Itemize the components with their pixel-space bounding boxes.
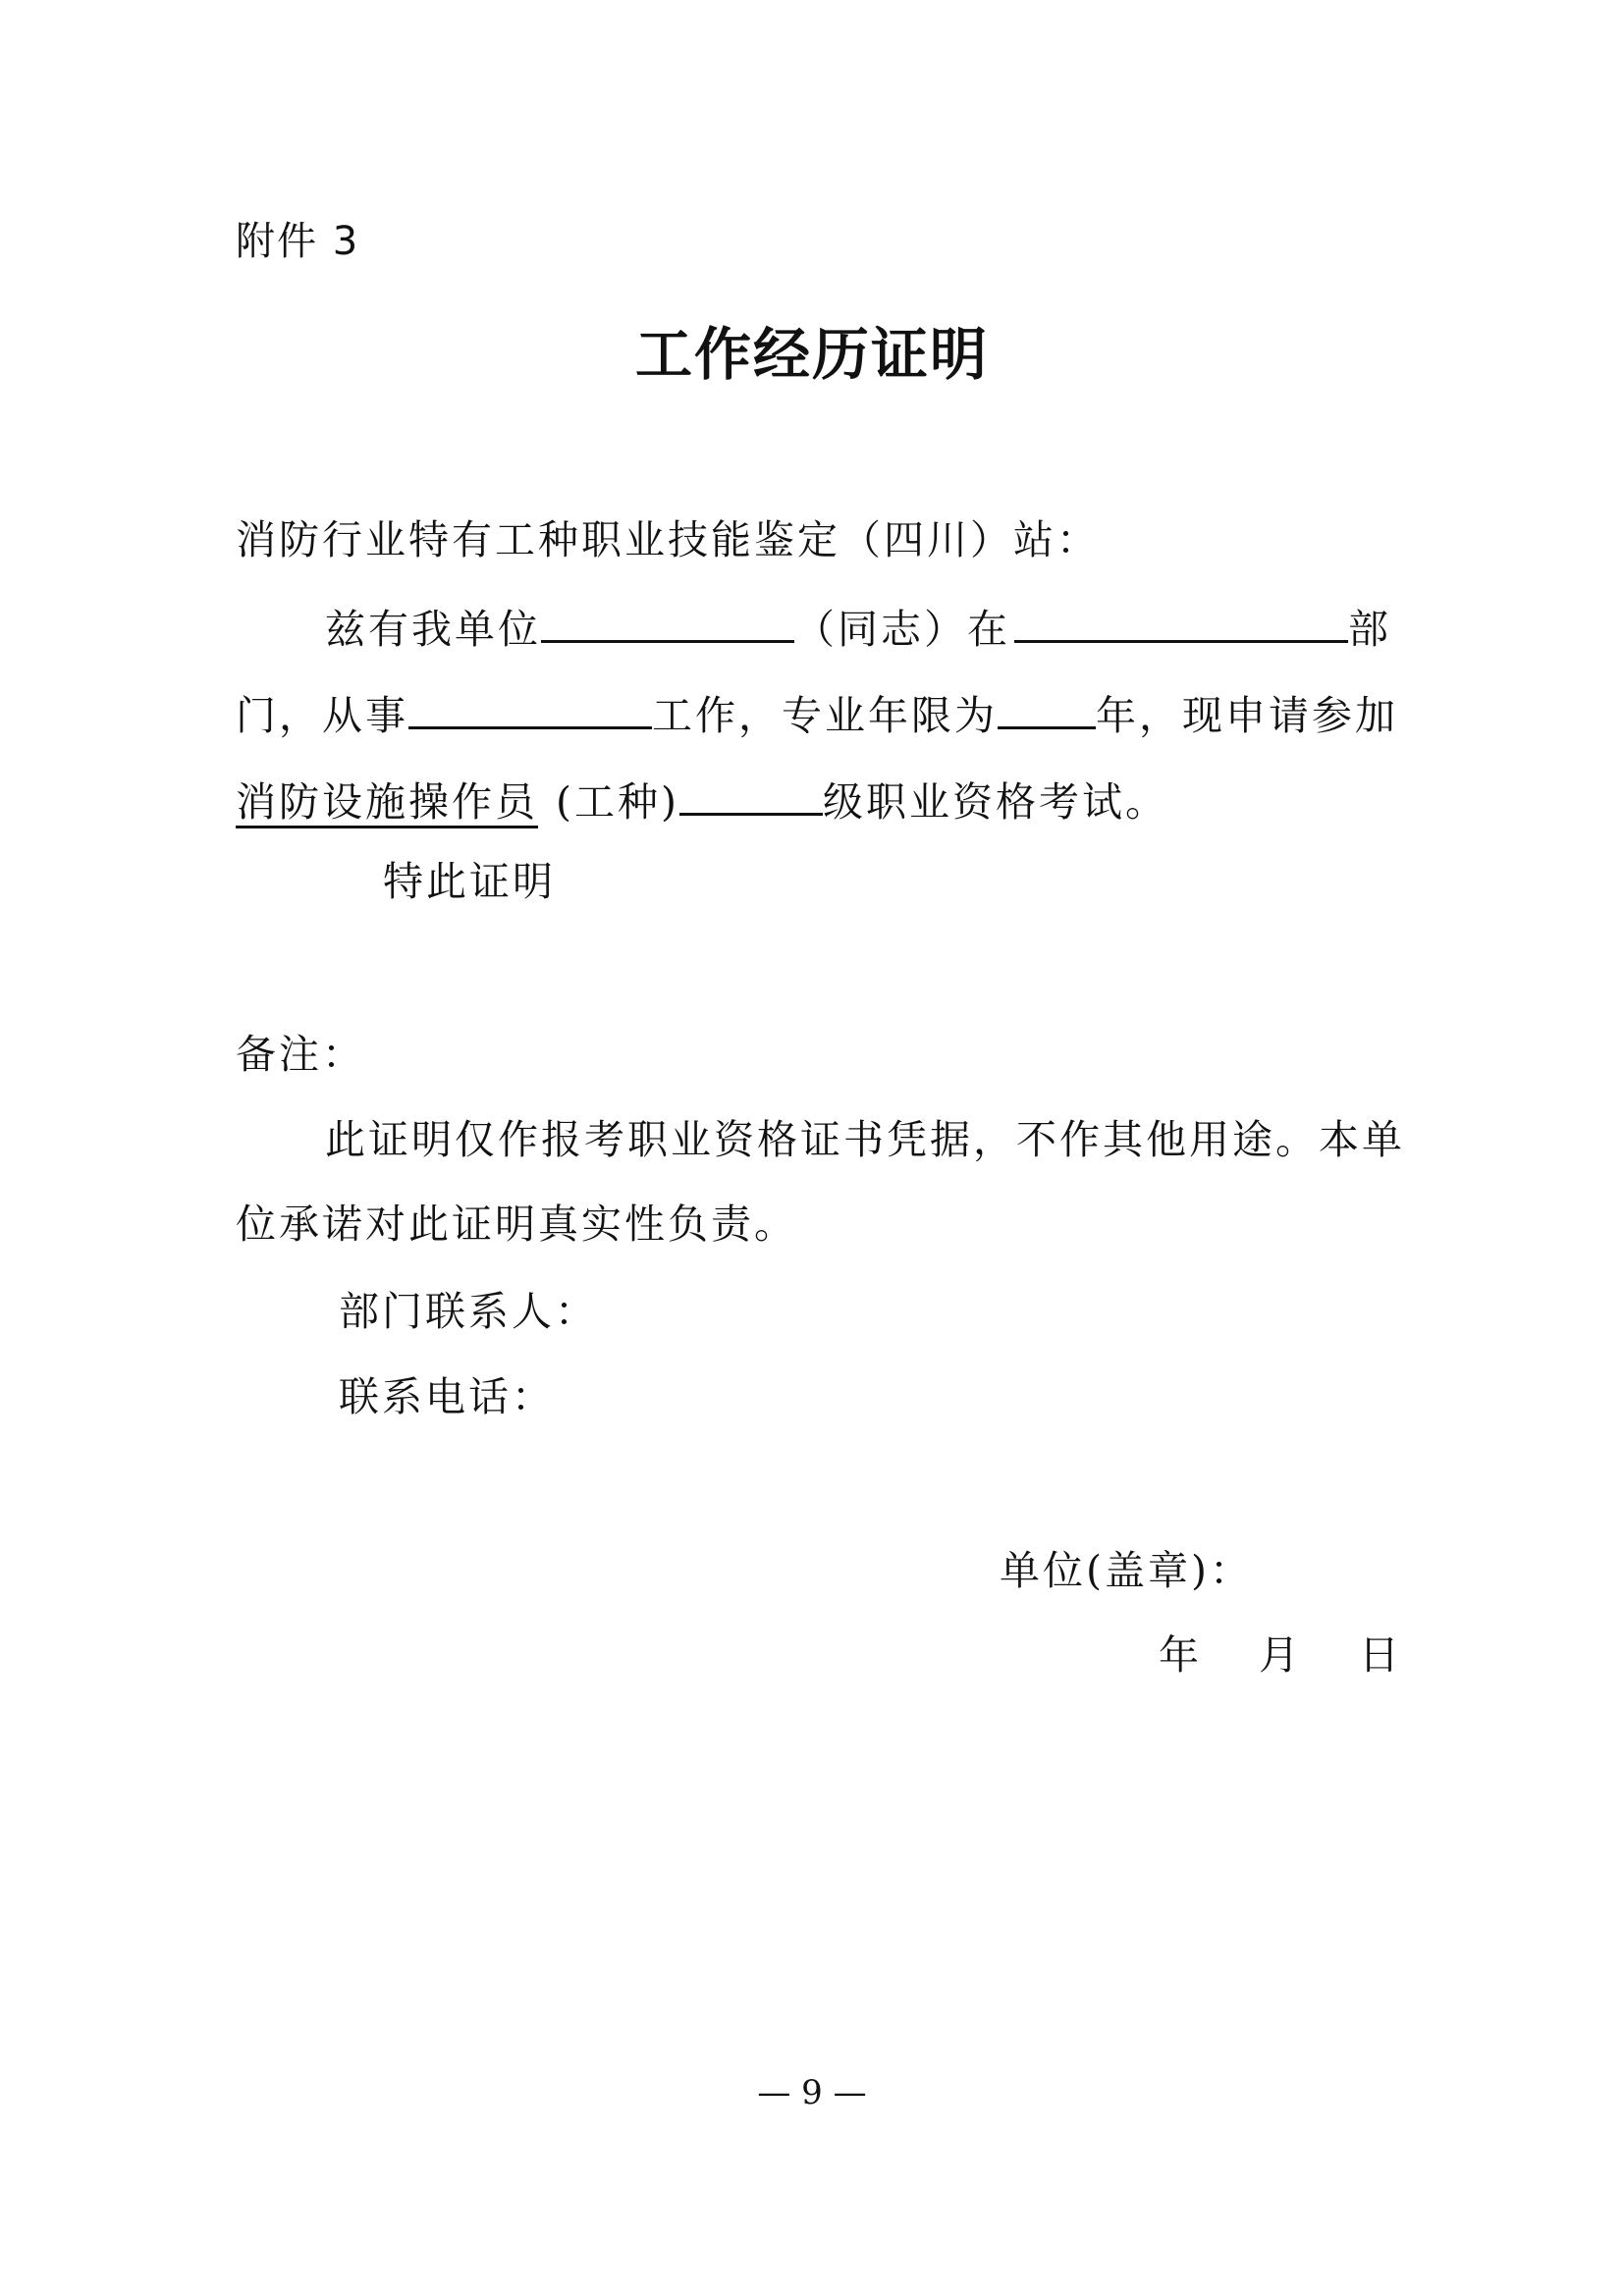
unit-seal-label: 单位(盖章)：: [1000, 1547, 1253, 1594]
text: 部: [1348, 606, 1391, 653]
text: 年，现申请参加: [1096, 692, 1398, 739]
text: 门，从事: [236, 692, 408, 739]
notes-line-2: 位承诺对此证明真实性负责。: [236, 1201, 797, 1248]
body-line-4: [236, 774, 1168, 828]
contact-phone-label: 联系电话：: [339, 1373, 555, 1420]
date-label: 年 月 日: [1159, 1631, 1409, 1679]
certify-text: 特此证明: [383, 858, 556, 905]
body-line-2: [325, 601, 1391, 655]
department-blank[interactable]: [1014, 601, 1348, 643]
contact-person-label: 部门联系人：: [339, 1288, 598, 1335]
text: （同志）在: [794, 606, 1010, 653]
page-number: — 9 —: [757, 2073, 867, 2112]
addressee: 消防行业特有工种职业技能鉴定（四川）站：: [236, 516, 1100, 563]
text: (工种): [556, 778, 679, 826]
text: 工作，专业年限为: [652, 692, 998, 739]
notes-line-1: 此证明仅作报考职业资格证书凭据，不作其他用途。本单: [325, 1116, 1405, 1163]
attachment-label: 附件 3: [236, 219, 360, 264]
body-line-3: [236, 687, 1398, 741]
notes-label: 备注：: [236, 1031, 365, 1078]
text: 兹有我单位: [325, 606, 541, 653]
occupation-name: 消防设施操作员: [236, 778, 538, 828]
page-title: 工作经历证明: [634, 321, 989, 388]
text: 级职业资格考试。: [823, 778, 1168, 826]
work-blank[interactable]: [408, 687, 652, 729]
level-blank[interactable]: [679, 774, 823, 816]
name-blank[interactable]: [541, 601, 794, 643]
years-blank[interactable]: [998, 687, 1096, 729]
